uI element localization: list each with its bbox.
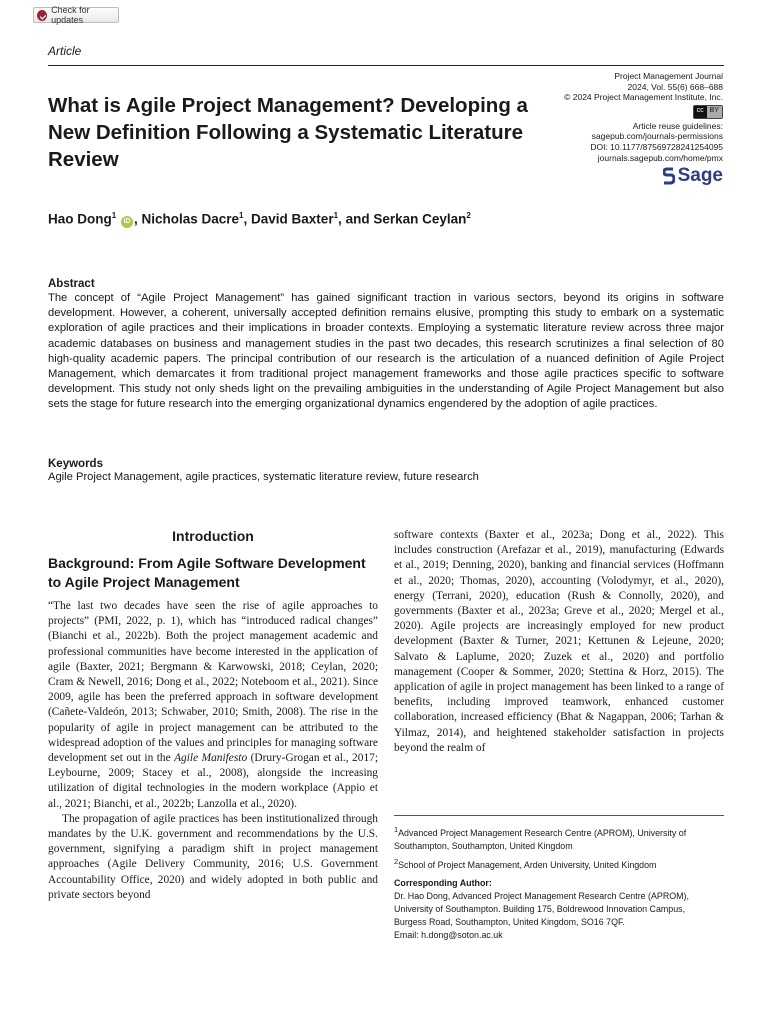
check-for-updates-badge[interactable] bbox=[33, 7, 119, 23]
keywords-heading: Keywords bbox=[48, 458, 103, 470]
affiliation-marker: 1 bbox=[239, 211, 244, 220]
footnote-text: School of Project Management, Arden University, United Kingdom bbox=[398, 859, 657, 870]
author-separator: , bbox=[338, 211, 342, 227]
sage-logo bbox=[493, 164, 723, 186]
corresponding-heading: Corresponding Author: bbox=[394, 878, 492, 888]
author-name[interactable]: Nicholas Dacre bbox=[141, 211, 240, 227]
corresponding-line: Burgess Road, Southampton, United Kingdom, SO16 7QF. bbox=[394, 917, 625, 927]
journal-info bbox=[493, 71, 723, 185]
check-updates-icon bbox=[37, 10, 47, 21]
footnote-marker: 2 bbox=[394, 856, 399, 866]
header-divider bbox=[48, 65, 724, 66]
affiliation-marker: 2 bbox=[466, 211, 471, 220]
introduction-heading: Introduction bbox=[172, 528, 254, 544]
keywords-section bbox=[48, 458, 724, 483]
sage-s-icon bbox=[663, 167, 675, 185]
reuse-heading: Article reuse guidelines: bbox=[632, 120, 723, 131]
author-name[interactable]: and Serkan Ceylan bbox=[345, 211, 467, 227]
author-name[interactable]: David Baxter bbox=[251, 211, 334, 227]
affiliation-marker: 1 bbox=[333, 211, 339, 220]
journal-home-link[interactable]: journals.sagepub.com/home/pmx bbox=[597, 152, 723, 163]
corresponding-author bbox=[394, 877, 724, 942]
reuse-link[interactable]: sagepub.com/journals-permissions bbox=[591, 131, 723, 142]
body-paragraph bbox=[48, 599, 378, 812]
paper-title: What is Agile Project Management? Developing a New Definition Following a Systematic Literature Review bbox=[48, 94, 528, 171]
author-name[interactable]: Hao Dong bbox=[48, 211, 112, 227]
paragraph-text: (Drury-Grogan et al., 2017; Leybourne, 2009; Stacey et al., 2008), alongside the increasing utilization of digital technologies in the modern workplace (Appio et al., 2021; Bianchi, et al., 2022b; Lanzolla et al., 2020). bbox=[48, 752, 378, 810]
abstract-text: The concept of “Agile Project Management” has gained significant traction in various sectors, beyond its origins in software development. However, a coherent, universally accepted definition remains elusive, prompting this study to embark on a systematic exploration of agile practices and their implications in broader contexts. Employing a systematic literature review across three major academic databases on business and management studies in the past two decades, this research scrutinizes a final selection of 80 high-quality academic papers. The principal contribution of our research is the articulation of a nuanced definition of Agile Project Management, which demarcates it from traditional project management frameworks and those agile practices specific to software development. This study not only sheds light on the prevailing ambiguities in the understanding of Agile Project Management but also sets the stage for future research into the emerging organizational dynamics engendered by the adoption of agile practices. bbox=[48, 292, 724, 411]
italic-title: Agile Manifesto bbox=[174, 752, 248, 765]
corresponding-line: University of Southampton. Building 175, Boldrewood Innovation Campus, bbox=[394, 904, 686, 914]
journal-copyright: © 2024 Project Management Institute, Inc. bbox=[564, 92, 723, 103]
corresponding-line: Dr. Hao Dong, Advanced Project Management Research Centre (APROM), bbox=[394, 891, 689, 901]
doi-link[interactable]: DOI: 10.1177/87569728241254095 bbox=[590, 141, 723, 152]
cc-icon: cc bbox=[694, 106, 707, 118]
cc-license-icon[interactable] bbox=[693, 105, 723, 119]
author-list bbox=[48, 211, 471, 228]
body-column-right bbox=[394, 528, 724, 756]
article-type-label: Article bbox=[48, 44, 82, 58]
paragraph-text: “The last two decades have seen the rise of agile approaches to projects” (PMI, 2022, p. 1), which has “introduced radical changes” (Bianchi et al., 2022b). Both the project management academic and professional communities have become interested in the application of agile (Baxter, 2021; Bergmann & Karwowski, 2018; Ceylan, 2020; Cram & Newell, 2016; Dong et al., 2022; Noteboom et al., 2021). Since 2009, agile has been the preferred approach in software development (Cañete-Valdeón, 2013; Schwaber, 2010; Smith, 2008). The rise in the popularity of agile in project management can be attributed to the widespread adoption of the values and principles for managing software development set out in the bbox=[48, 600, 378, 765]
author-separator: , bbox=[243, 211, 248, 227]
corresponding-email[interactable]: Email: h.dong@soton.ac.uk bbox=[394, 930, 503, 940]
body-column-left bbox=[48, 528, 378, 903]
author-separator: , bbox=[133, 211, 138, 227]
keywords-text: Agile Project Management, agile practices, systematic literature review, future research bbox=[48, 471, 479, 483]
footnote-divider bbox=[394, 815, 724, 816]
journal-name: Project Management Journal bbox=[614, 71, 723, 81]
check-for-updates-label: Check for updates bbox=[51, 5, 90, 25]
body-paragraph: The propagation of agile practices has been institutionalized through mandates by the U.K. government and recommendations by the U.S. government, signifying a paradigm shift in project management approaches (Agile Delivery Community, 2016; U.S. Government Accountability Office, 2020) and widely adopted in both public and private sectors beyond bbox=[48, 812, 378, 901]
affiliation-footnotes bbox=[394, 823, 724, 874]
background-subheading: Background: From Agile Software Development to Agile Project Management bbox=[48, 555, 366, 590]
abstract-section bbox=[48, 278, 724, 413]
abstract-heading: Abstract bbox=[48, 278, 95, 290]
footnote bbox=[394, 855, 724, 872]
footnote bbox=[394, 823, 724, 853]
footnote-marker: 1 bbox=[394, 825, 399, 834]
affiliation-marker: 1 bbox=[111, 211, 117, 220]
body-paragraph: software contexts (Baxter et al., 2023a; Dong et al., 2022). This includes construction (Arefazar et al., 2019), manufacturing (Edwards et al., 2019; Denning, 2020), banking and financial services (Hoffmann et al., 2020; Thomas, 2020), accounting (Volodymyr, et al., 2020), energy (Terrani, 2020), education (Rush & Connolly, 2020), and governments (Baxter et al., 2023a; Greve et al., 2020; Mergel et al., 2020). Agile projects are increasingly employed for new product development (Baxter & Turner, 2021; Kettunen & Lejeune, 2020; Salvato & Laplume, 2020; Zuzek et al., 2020) and portfolio management (Cooper & Sommer, 2020; Stettina & Horz, 2015). The application of agile in project management has been linked to a range of benefits, including improved teamwork, enhanced customer collaboration, increased efficiency (Bhat & Nagappan, 2006; Tarhan & Yilmaz, 2014), and heightened stakeholder satisfaction in projects beyond the realm of bbox=[394, 529, 724, 754]
footnote-text: Advanced Project Management Research Centre (APROM), University of Southampton, Southampton, United Kingdom bbox=[394, 827, 687, 851]
by-icon: BY bbox=[707, 106, 722, 118]
sage-logo-text: Sage bbox=[677, 164, 723, 186]
orcid-icon[interactable]: iD bbox=[121, 216, 133, 228]
journal-volume: 2024, Vol. 55(6) 668–688 bbox=[627, 81, 723, 92]
